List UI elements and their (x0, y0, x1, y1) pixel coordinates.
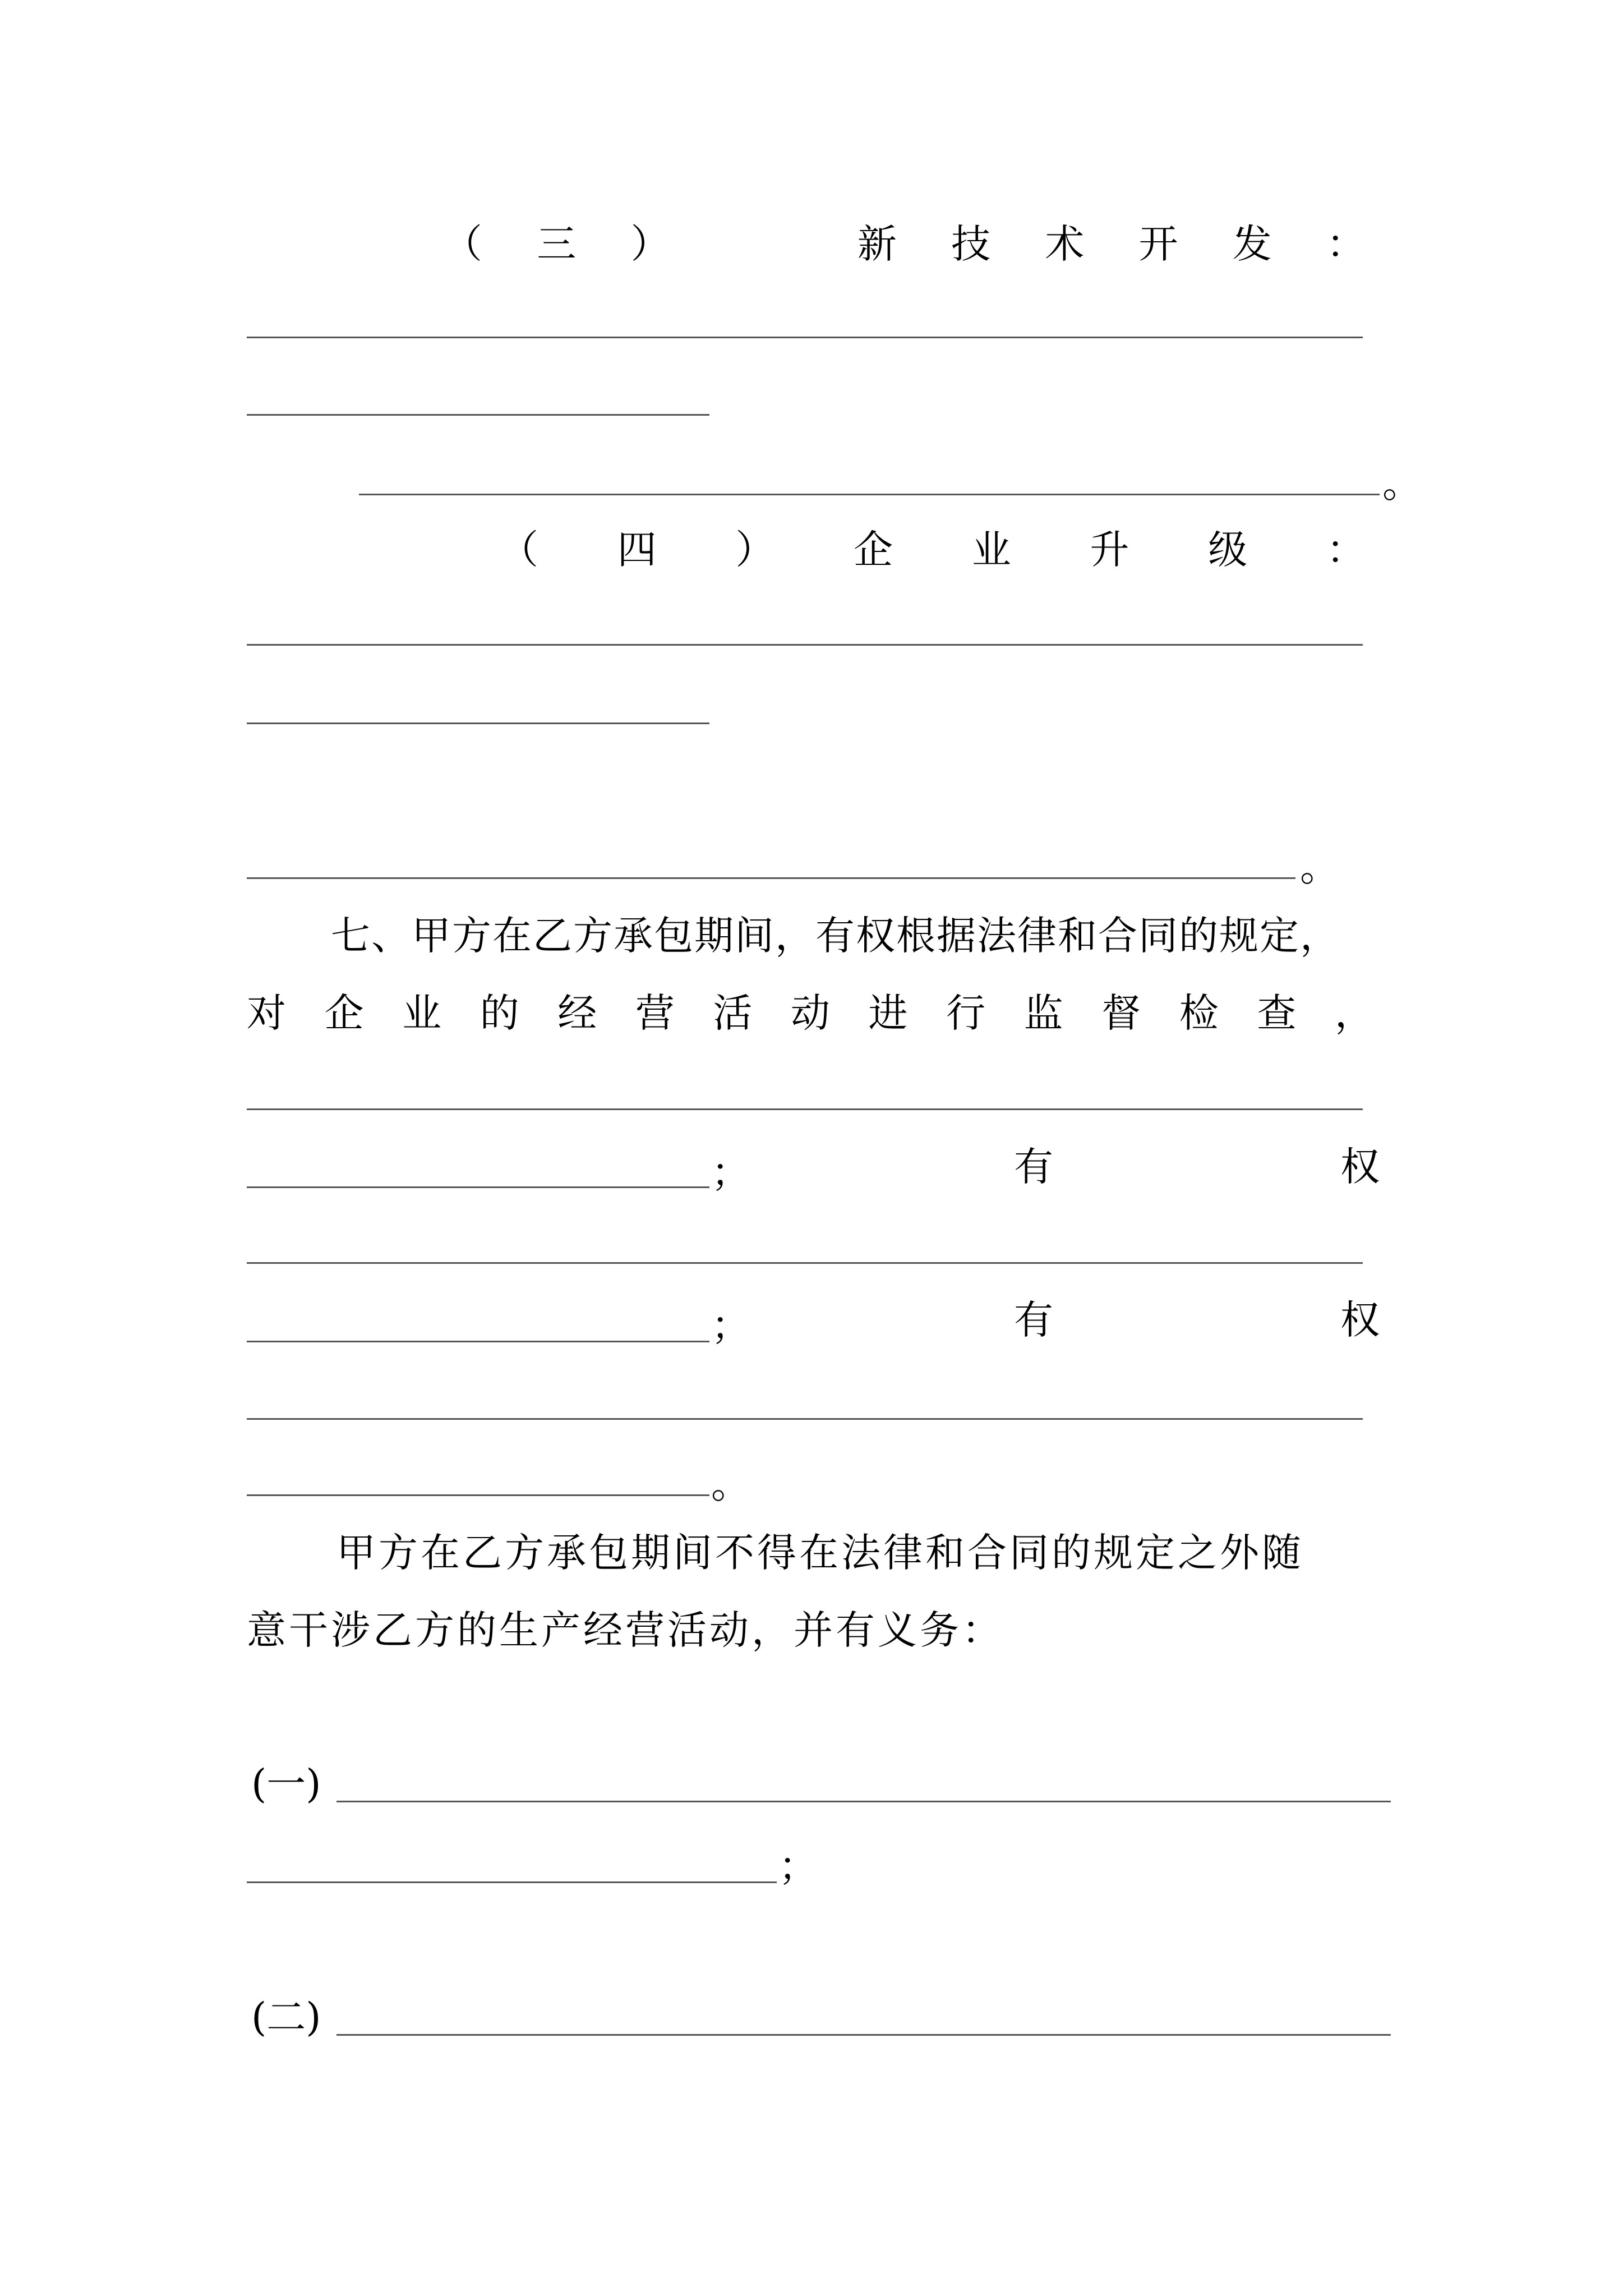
right-word: 有 (1014, 1297, 1053, 1343)
blank-line (247, 644, 1363, 646)
blank-line (247, 723, 709, 724)
blank-line (247, 1418, 1363, 1420)
right-word: 权 (1340, 1144, 1380, 1190)
blank-line (247, 1262, 1363, 1264)
semicolon: ； (711, 1149, 750, 1195)
blank-line (247, 1108, 1363, 1110)
blank-line (336, 1801, 1391, 1802)
blank-line (247, 1186, 709, 1188)
clause-7-line-1: 七、甲方在乙方承包期间，有权根据法律和合同的规定， (331, 913, 1340, 959)
blank-line (247, 1494, 709, 1496)
blank-line (247, 337, 1363, 338)
blank-line (336, 2034, 1391, 2036)
period: 。 (1300, 844, 1339, 890)
obligations-line-2: 意干涉乙方的生产经营活动，并有义务： (247, 1607, 1004, 1653)
clause-7-line-2: 对 企 业 的 经 营 活 动 进 行 监 督 检 查 ， (247, 990, 1374, 1036)
semicolon: ； (778, 1843, 818, 1889)
right-word: 有 (1014, 1144, 1053, 1190)
blank-line (247, 1341, 709, 1342)
period: 。 (1382, 461, 1422, 507)
section-4-heading: （ 四 ） 企 业 升 级 ： (499, 527, 1366, 573)
blank-line (247, 414, 709, 416)
period: 。 (711, 1461, 750, 1507)
item-2-label: (二) (251, 1994, 321, 2040)
blank-line (359, 494, 1380, 495)
blank-line (247, 1881, 777, 1883)
blank-line (247, 877, 1295, 879)
right-word: 权 (1340, 1297, 1380, 1343)
item-1-label: (一) (251, 1761, 321, 1807)
section-3-heading: （ 三 ） 新 技 术 开 发 ： (443, 221, 1366, 267)
obligations-line-1: 甲方在乙方承包期间不得在法律和合同的规定之外随 (336, 1530, 1304, 1576)
semicolon: ； (711, 1303, 750, 1349)
